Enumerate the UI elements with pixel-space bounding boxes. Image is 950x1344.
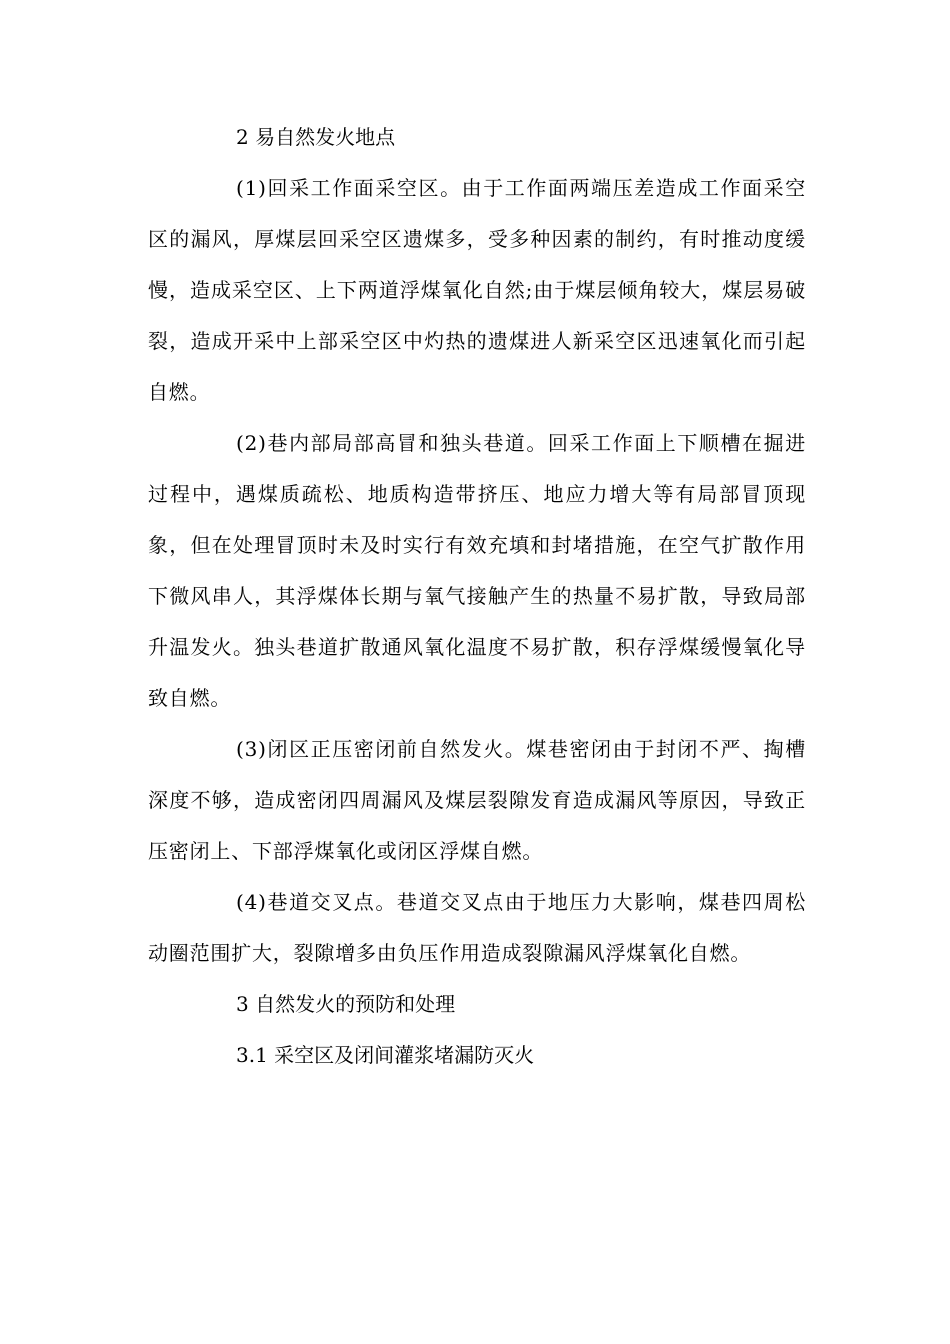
- paragraph-4: (4)巷道交叉点。巷道交叉点由于地压力大影响，煤巷四周松动圈范围扩大，裂隙增多由负压作用造成裂隙漏风浮煤氧化自燃。: [148, 890, 806, 965]
- paragraph-3: (3)闭区正压密闭前自然发火。煤巷密闭由于封闭不严、掏槽深度不够，造成密闭四周漏风及煤层裂隙发育造成漏风等原因，导致正压密闭上、下部浮煤氧化或闭区浮煤自燃。: [148, 737, 806, 863]
- section-heading-3: 3 自然发火的预防和处理: [236, 992, 456, 1016]
- paragraph-1: (1)回采工作面采空区。由于工作面两端压差造成工作面采空区的漏风，厚煤层回采空区遗煤多，受多种因素的制约，有时推动度缓慢，造成采空区、上下两道浮煤氧化自然;由于煤层倾角较大，煤层易破裂，造成开采中上部采空区中灼热的遗煤进人新采空区迅速氧化而引起自燃。: [148, 176, 806, 404]
- paragraph-2: (2)巷内部局部高冒和独头巷道。回采工作面上下顺槽在掘进过程中，遇煤质疏松、地质构造带挤压、地应力增大等有局部冒顶现象，但在处理冒顶时未及时实行有效充填和封堵措施，在空气扩散作用下微风串人，其浮煤体长期与氧气接触产生的热量不易扩散，导致局部升温发火。独头巷道扩散通风氧化温度不易扩散，积存浮煤缓慢氧化导致自燃。: [148, 431, 806, 710]
- document-body: [148, 112, 806, 1081]
- section-heading-2: 2 易自然发火地点: [236, 125, 396, 149]
- subsection-heading-3-1: 3.1 采空区及闭间灌浆堵漏防灭火: [236, 1043, 535, 1067]
